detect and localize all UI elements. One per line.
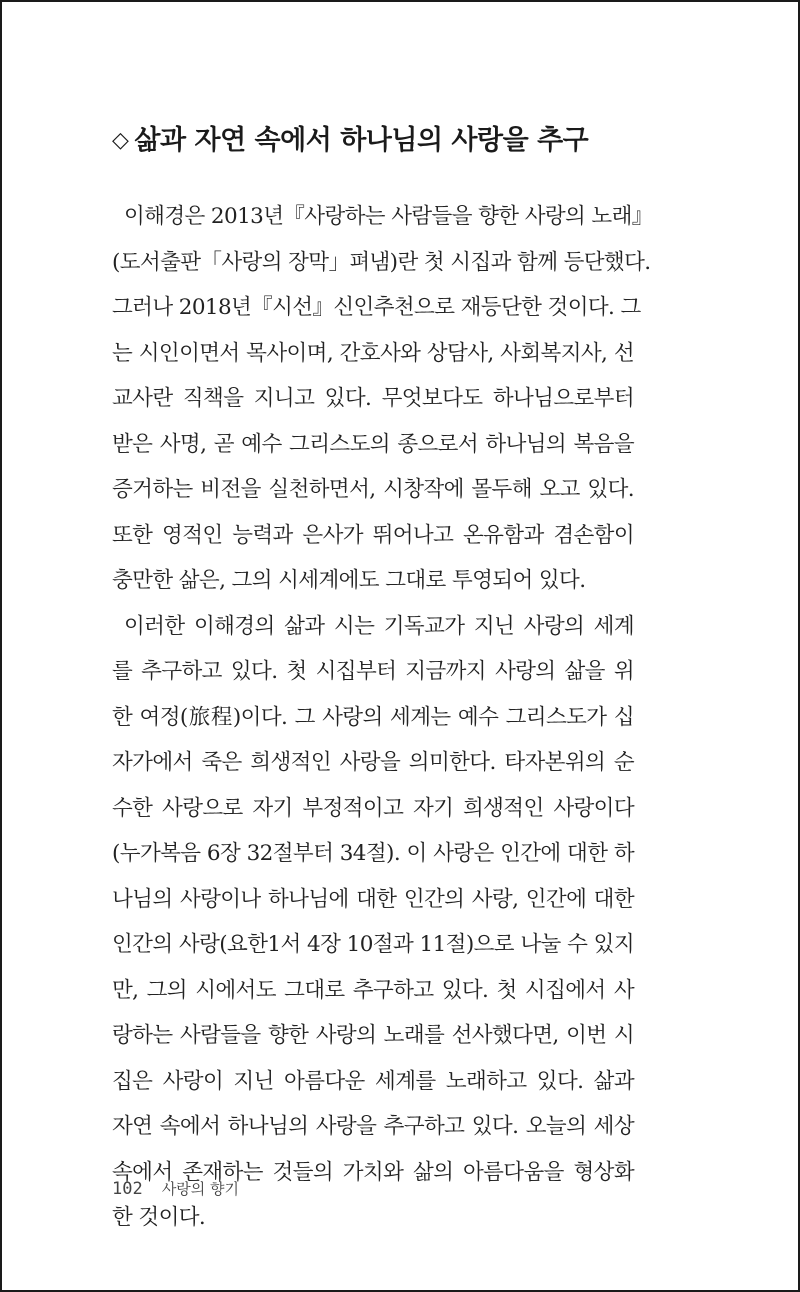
diamond-outline-icon: ◇	[112, 128, 129, 153]
text-line: 또한 영적인 능력과 은사가 뛰어나고 온유함과 겸손함이	[112, 522, 634, 548]
text-line: 이해경은 2013년『사랑하는 사람들을 향한 사랑의 노래』	[124, 204, 653, 229]
paragraph-1	[112, 194, 653, 604]
text-line: 랑하는 사람들을 향한 사랑의 노래를 선사했다면, 이번 시	[112, 1023, 634, 1048]
text-line: 교사란 직책을 지니고 있다. 무엇보다도 하나님으로부터	[112, 386, 634, 411]
text-line: 집은 사랑이 지닌 아름다운 세계를 노래하고 있다. 삶과	[112, 1068, 634, 1094]
text-line: 자연 속에서 하나님의 사랑을 추구하고 있다. 오늘의 세상	[112, 1114, 634, 1139]
running-title: 사랑의 향기	[161, 1180, 240, 1198]
text-line: 받은 사명, 곧 예수 그리스도의 종으로서 하나님의 복음을	[112, 431, 634, 457]
text-line: 속에서 존재하는 것들의 가치와 삶의 아름다움을 형상화	[112, 1159, 634, 1185]
text-line: 충만한 삶은, 그의 시세계에도 그대로 투영되어 있다.	[112, 568, 586, 593]
text-line: 나님의 사랑이나 하나님에 대한 인간의 사랑, 인간에 대한	[112, 886, 634, 912]
paragraph-2	[112, 604, 634, 1241]
body-text	[112, 194, 653, 1241]
text-line: 를 추구하고 있다. 첫 시집부터 지금까지 사랑의 삶을 위	[112, 659, 634, 684]
text-line: 수한 사랑으로 자기 부정적이고 자기 희생적인 사랑이다	[112, 795, 634, 821]
page-footer	[112, 1178, 239, 1199]
text-line: (누가복음 6장 32절부터 34절). 이 사랑은 인간에 대한 하	[112, 841, 634, 866]
text-line: 는 시인이면서 목사이며, 간호사와 상담사, 사회복지사, 선	[112, 340, 634, 366]
text-line: 그러나 2018년『시선』신인추천으로 재등단한 것이다. 그	[112, 295, 641, 320]
section-heading	[112, 118, 588, 157]
text-line: 인간의 사랑(요한1서 4장 10절과 11절)으로 나눌 수 있지	[112, 932, 634, 957]
text-line: 한 여정(旅程)이다. 그 사랑의 세계는 예수 그리스도가 십	[112, 704, 634, 730]
text-line: 만, 그의 시에서도 그대로 추구하고 있다. 첫 시집에서 사	[112, 977, 634, 1003]
text-line: (도서출판「사랑의 장막」펴냄)란 첫 시집과 함께 등단했다.	[112, 249, 651, 275]
text-line: 자가에서 죽은 희생적인 사랑을 의미한다. 타자본위의 순	[112, 750, 634, 775]
section-heading-text: 삶과 자연 속에서 하나님의 사랑을 추구	[134, 125, 589, 156]
text-line: 이러한 이해경의 삶과 시는 기독교가 지닌 사랑의 세계	[124, 613, 634, 639]
text-line: 증거하는 비전을 실천하면서, 시창작에 몰두해 오고 있다.	[112, 477, 634, 502]
text-line: 한 것이다.	[112, 1205, 206, 1230]
page-number: 102	[112, 1179, 143, 1199]
